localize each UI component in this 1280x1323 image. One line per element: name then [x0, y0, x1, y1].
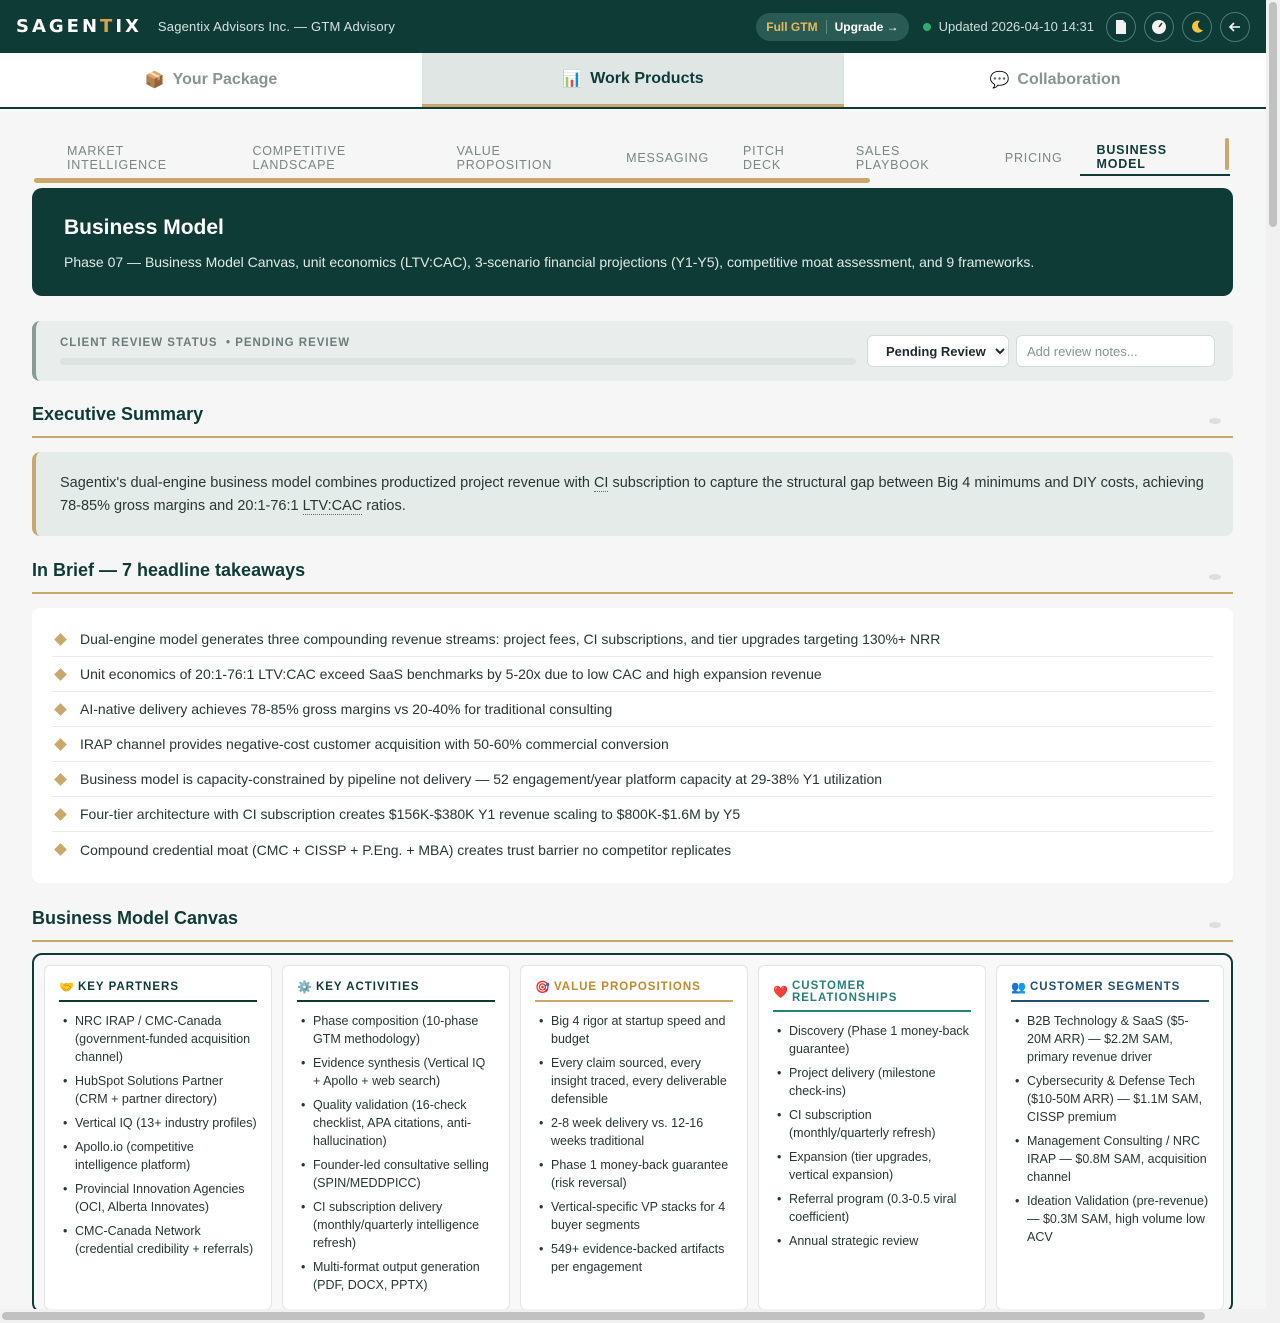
- takeaway-text: Business model is capacity-constrained by pipeline not delivery — 52 engagement/year platform capacity at 29-38% Y1 utilization: [80, 771, 883, 787]
- tab-sales-playbook[interactable]: SALES PLAYBOOK: [855, 144, 930, 172]
- chart-icon: 📊: [562, 70, 583, 88]
- vertical-scrollbar-thumb[interactable]: [1269, 2, 1277, 227]
- list-item: • Big 4 rigor at startup speed and budget: [535, 1012, 733, 1048]
- handshake-icon: 🤝: [59, 980, 75, 994]
- card-title-row: [59, 980, 257, 1002]
- list-item: • Multi-format output generation (PDF, DOCX, PPTX): [297, 1258, 495, 1294]
- card-list: [59, 1012, 257, 1258]
- review-status-select[interactable]: [867, 335, 1009, 367]
- tabs-scrollbar-thumb[interactable]: [34, 178, 870, 183]
- tab-collaboration[interactable]: [844, 53, 1266, 107]
- list-item: • Phase 1 money-back guarantee (risk reversal): [535, 1156, 733, 1192]
- card-title: CUSTOMER RELATIONSHIPS: [791, 980, 898, 1004]
- upgrade-link[interactable]: Upgrade →: [834, 19, 899, 34]
- list-item: [52, 797, 1213, 832]
- tab-label: Work Products: [590, 69, 704, 87]
- tab-work-products[interactable]: [422, 53, 844, 107]
- chat-bubble-icon: 💬: [989, 72, 1010, 89]
- document-icon[interactable]: [1106, 12, 1136, 42]
- list-item: • B2B Technology & SaaS ($5-20M ARR) — $2.2M SAM, primary revenue driver: [1011, 1012, 1209, 1066]
- list-item: [52, 692, 1213, 727]
- moon-icon[interactable]: [1182, 12, 1212, 42]
- card-title: VALUE PROPOSITIONS: [553, 981, 701, 993]
- summary-text: ratios.: [362, 498, 406, 514]
- list-item: • Vertical IQ (13+ industry profiles): [59, 1114, 257, 1132]
- tab-your-package[interactable]: [0, 53, 422, 107]
- list-item: [52, 762, 1213, 797]
- canvas-card-value-propositions: [520, 965, 748, 1310]
- list-item: • Ideation Validation (pre-revenue) — $0.3M SAM, high volume low ACV: [1011, 1192, 1209, 1246]
- tab-market-intelligence[interactable]: MARKET INTELLIGENCE: [67, 144, 167, 172]
- section-header-in-brief: [32, 560, 1233, 594]
- org-name: Sagentix Advisors Inc. — GTM Advisory: [157, 19, 396, 34]
- list-item: • Project delivery (milestone check-ins): [773, 1064, 971, 1100]
- review-notes-input[interactable]: [1016, 335, 1215, 367]
- horizontal-scrollbar[interactable]: [0, 1309, 1266, 1323]
- list-item: • Quality validation (16-check checklist, APA citations, anti-hallucination): [297, 1096, 495, 1150]
- list-item: • Annual strategic review: [773, 1232, 971, 1250]
- page-subtitle: Phase 07 — Business Model Canvas, unit economics (LTV:CAC), 3-scenario financial projections (Y1-Y5), competitive moat assessment, and 9 frameworks.: [64, 254, 1035, 270]
- status-dot: [923, 23, 931, 31]
- target-icon: 🎯: [535, 980, 551, 994]
- plan-pill: [756, 13, 908, 41]
- tab-pitch-deck[interactable]: PITCH DECK: [743, 144, 785, 172]
- card-title-row: [1011, 980, 1209, 1002]
- list-item: [52, 657, 1213, 692]
- logo-text-accent: T: [100, 16, 116, 37]
- tab-competitive-landscape[interactable]: COMPETITIVE LANDSCAPE: [252, 144, 346, 172]
- vertical-scrollbar[interactable]: [1266, 0, 1280, 1323]
- card-title: KEY PARTNERS: [77, 981, 179, 993]
- eye-icon[interactable]: [1209, 418, 1221, 424]
- executive-summary-text: [32, 452, 1233, 536]
- list-item: • 2-8 week delivery vs. 12-16 weeks traditional: [535, 1114, 733, 1150]
- compass-icon[interactable]: [1144, 12, 1174, 42]
- back-arrow-icon[interactable]: [1220, 12, 1250, 42]
- section-header-executive-summary: [32, 404, 1233, 438]
- section-header-business-model-canvas: [32, 908, 1233, 942]
- takeaway-text: Compound credential moat (CMC + CISSP + P.Eng. + MBA) creates trust barrier no competitor replicates: [80, 841, 732, 858]
- list-item: • CMC-Canada Network (credential credibility + referrals): [59, 1222, 257, 1258]
- summary-text: Sagentix's dual-engine business model combines productized project revenue with: [60, 475, 594, 491]
- phase-hero: [32, 188, 1233, 296]
- diamond-bullet-icon: [54, 668, 67, 681]
- page-title: Business Model: [64, 216, 224, 239]
- review-label: CLIENT REVIEW STATUS: [60, 337, 218, 349]
- canvas-card-customer-relationships: [758, 965, 986, 1310]
- takeaway-text: IRAP channel provides negative-cost customer acquisition with 50-60% commercial conversion: [80, 736, 669, 752]
- gear-icon: ⚙️: [297, 980, 313, 994]
- list-item: • Cybersecurity & Defense Tech ($10-50M ARR) — $1.1M SAM, CISSP premium: [1011, 1072, 1209, 1126]
- section-title: Executive Summary: [32, 404, 204, 424]
- tabs-end-marker: [1225, 138, 1229, 170]
- diamond-bullet-icon: [54, 703, 67, 716]
- heart-icon: ❤️: [773, 985, 789, 999]
- tab-value-proposition[interactable]: VALUE PROPOSITION: [456, 144, 553, 172]
- diamond-bullet-icon: [54, 633, 67, 646]
- list-item: • CI subscription (monthly/quarterly refresh): [773, 1106, 971, 1142]
- list-item: • NRC IRAP / CMC-Canada (government-funded acquisition channel): [59, 1012, 257, 1066]
- list-item: • CI subscription delivery (monthly/quarterly intelligence refresh): [297, 1198, 495, 1252]
- card-title-row: [535, 980, 733, 1002]
- takeaway-text: Dual-engine model generates three compounding revenue streams: project fees, CI subscriptions, and tier upgrades targeting 130%+ NRR: [80, 631, 941, 647]
- list-item: • Provincial Innovation Agencies (OCI, Alberta Innovates): [59, 1180, 257, 1216]
- diamond-bullet-icon: [54, 738, 67, 751]
- list-item: • Discovery (Phase 1 money-back guarantee): [773, 1022, 971, 1058]
- diamond-bullet-icon: [54, 843, 67, 856]
- tab-pricing[interactable]: PRICING: [1004, 151, 1063, 165]
- card-title: CUSTOMER SEGMENTS: [1029, 981, 1181, 993]
- list-item: • Phase composition (10-phase GTM methodology): [297, 1012, 495, 1048]
- header-actions: [756, 12, 1250, 42]
- package-icon: 📦: [144, 72, 165, 89]
- list-item: [52, 832, 1213, 867]
- phase-tabs: [50, 140, 1230, 176]
- review-label-row: [60, 337, 350, 349]
- client-review-panel: [32, 321, 1233, 381]
- card-title-row: [297, 980, 495, 1002]
- list-item: • Every claim sourced, every insight traced, every deliverable defensible: [535, 1054, 733, 1108]
- business-model-canvas: [32, 953, 1233, 1313]
- abbr-ci: CI: [593, 475, 609, 491]
- list-item: [52, 622, 1213, 657]
- list-item: • Apollo.io (competitive intelligence platform): [59, 1138, 257, 1174]
- horizontal-scrollbar-thumb[interactable]: [2, 1312, 1205, 1320]
- plan-tier-label: Full GTM: [766, 20, 826, 34]
- canvas-card-key-partners: [44, 965, 272, 1310]
- people-icon: 👥: [1011, 980, 1027, 994]
- tab-business-model[interactable]: BUSINESS MODEL: [1080, 140, 1230, 176]
- updated-timestamp: Updated 2026-04-10 14:31: [938, 19, 1094, 34]
- list-item: • HubSpot Solutions Partner (CRM + partner directory): [59, 1072, 257, 1108]
- list-item: • Expansion (tier upgrades, vertical expansion): [773, 1148, 971, 1184]
- tab-label: Your Package: [172, 71, 278, 88]
- diamond-bullet-icon: [54, 773, 67, 786]
- card-list: [297, 1012, 495, 1294]
- review-progress-bar: [60, 358, 856, 365]
- list-item: • Management Consulting / NRC IRAP — $0.8M SAM, acquisition channel: [1011, 1132, 1209, 1186]
- tabs-scrollbar[interactable]: [34, 178, 1230, 183]
- card-title: KEY ACTIVITIES: [315, 981, 420, 993]
- list-item: • 549+ evidence-backed artifacts per engagement: [535, 1240, 733, 1276]
- summary-text: subscription to capture the structural gap between Big 4 minimums and DIY costs, achieving 78-85% gross margins and 20:1-76:1: [60, 475, 1204, 514]
- abbr-ltv-cac: LTV:CAC: [302, 498, 363, 514]
- tab-messaging[interactable]: MESSAGING: [626, 151, 710, 165]
- diamond-bullet-icon: [54, 808, 67, 821]
- section-title: In Brief — 7 headline takeaways: [32, 560, 306, 580]
- card-list: [773, 1022, 971, 1250]
- list-item: [52, 727, 1213, 762]
- in-brief-list: [32, 608, 1233, 883]
- eye-icon[interactable]: [1209, 574, 1221, 580]
- list-item: • Referral program (0.3-0.5 viral coefficient): [773, 1190, 971, 1226]
- top-header: [0, 0, 1266, 53]
- review-status-text: • PENDING REVIEW: [225, 337, 351, 349]
- list-item: • Vertical-specific VP stacks for 4 buyer segments: [535, 1198, 733, 1234]
- card-list: [1011, 1012, 1209, 1246]
- tab-label: Collaboration: [1017, 71, 1121, 88]
- main-tabs: [0, 53, 1266, 109]
- logo-text-post: IX: [115, 16, 142, 37]
- card-list: [535, 1012, 733, 1276]
- eye-icon[interactable]: [1209, 922, 1221, 928]
- list-item: • Founder-led consultative selling (SPIN/MEDDPICC): [297, 1156, 495, 1192]
- takeaway-text: Four-tier architecture with CI subscription creates $156K-$380K Y1 revenue scaling to $800K-$1.6M by Y5: [80, 806, 741, 822]
- brand-logo[interactable]: [16, 16, 142, 37]
- card-title-row: [773, 980, 971, 1012]
- takeaway-text: AI-native delivery achieves 78-85% gross margins vs 20-40% for traditional consulting: [80, 701, 613, 717]
- logo-text-pre: SAGEN: [16, 16, 101, 37]
- list-item: • Evidence synthesis (Vertical IQ + Apollo + web search): [297, 1054, 495, 1090]
- canvas-card-key-activities: [282, 965, 510, 1310]
- section-title: Business Model Canvas: [32, 908, 239, 928]
- takeaway-text: Unit economics of 20:1-76:1 LTV:CAC exceed SaaS benchmarks by 5-20x due to low CAC and high expansion revenue: [80, 666, 822, 682]
- canvas-card-customer-segments: [996, 965, 1224, 1310]
